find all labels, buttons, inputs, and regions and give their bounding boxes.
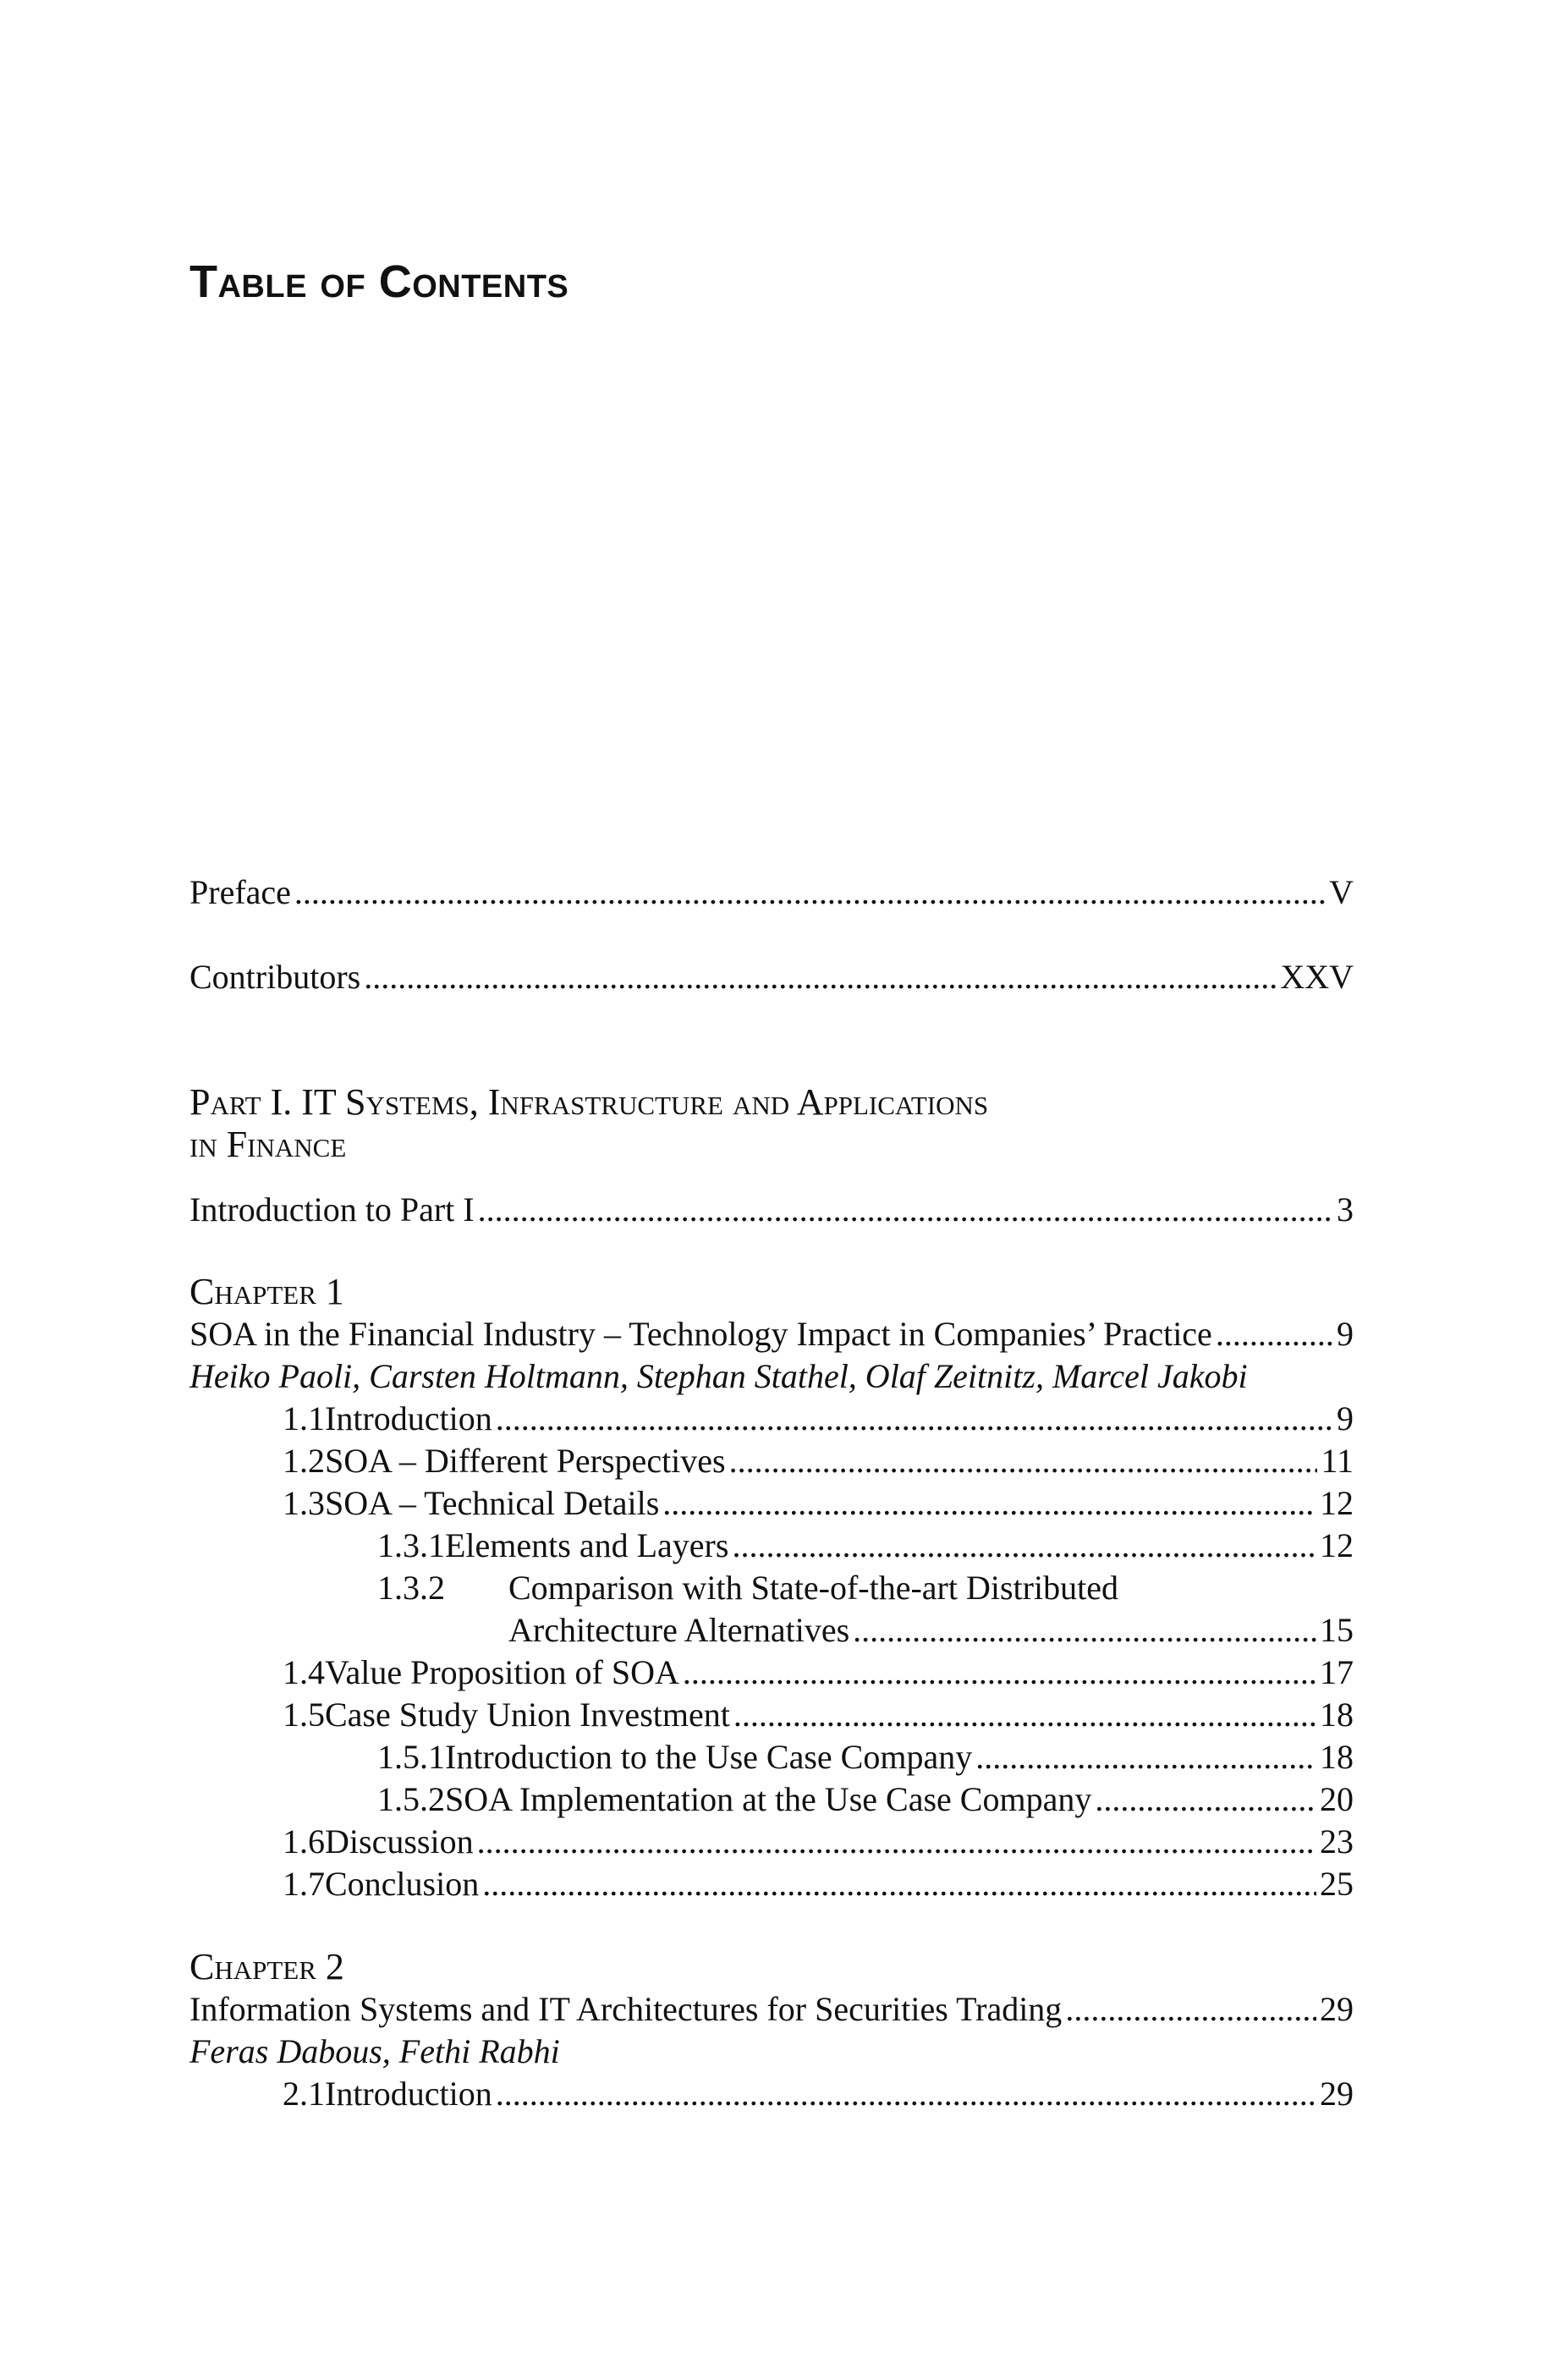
page-number: 9: [1337, 1315, 1354, 1353]
page-number: 9: [1337, 1399, 1354, 1437]
toc-entry-contributors[interactable]: [190, 956, 1354, 998]
dot-leader: [662, 1482, 1316, 1525]
dot-leader: [733, 1694, 1316, 1736]
page-number: 12: [1320, 1484, 1354, 1522]
section-number: 1.6: [283, 1822, 325, 1861]
section-label: Value Proposition of SOA: [325, 1653, 679, 1691]
toc-entry-subsection[interactable]: [190, 1567, 1354, 1609]
section-number: 2.1: [283, 2075, 325, 2113]
dot-leader: [1095, 1778, 1316, 1821]
chapter-title: SOA in the Financial Industry – Technology Impact in Companies’ Practice: [190, 1315, 1212, 1353]
entry-label: Contributors: [190, 958, 361, 996]
page-number: 17: [1320, 1653, 1354, 1691]
section-number: 1.2: [283, 1442, 325, 1480]
section-number: 1.5.1: [377, 1738, 445, 1776]
toc-entry-subsection-continued[interactable]: [508, 1609, 1354, 1652]
entry-label: Preface: [190, 873, 291, 911]
section-label: Introduction: [325, 2075, 492, 2113]
dot-leader: [1065, 1988, 1316, 2031]
toc-entry-subsection[interactable]: [190, 1778, 1354, 1821]
page-number: 20: [1320, 1780, 1354, 1818]
dot-leader: [1216, 1313, 1333, 1355]
page-number: 29: [1320, 2075, 1354, 2113]
section-number: 1.3.1: [377, 1526, 445, 1564]
dot-leader: [496, 1398, 1333, 1440]
part-heading: Part I. IT Systems, Infrastructure and Applications: [190, 1081, 989, 1123]
entry-label: Introduction to Part I: [190, 1190, 475, 1228]
dot-leader: [683, 1652, 1316, 1694]
section-label: SOA – Different Perspectives: [325, 1442, 726, 1480]
section-number: 1.1: [283, 1399, 325, 1437]
toc-entry-section[interactable]: [190, 1652, 1354, 1694]
page-number: 23: [1320, 1822, 1354, 1861]
chapter-authors: Heiko Paoli, Carsten Holtmann, Stephan Stathel, Olaf Zeitnitz, Marcel Jakobi: [190, 1357, 1248, 1395]
page-number: XXV: [1280, 958, 1354, 996]
section-number: 1.5: [283, 1696, 325, 1734]
toc-entry-subsection[interactable]: [190, 1736, 1354, 1778]
dot-leader: [477, 1821, 1316, 1863]
section-label: Discussion: [325, 1822, 474, 1861]
section-label: Introduction to the Use Case Company: [445, 1738, 973, 1776]
section-label: Elements and Layers: [445, 1526, 729, 1564]
dot-leader: [294, 871, 1326, 914]
page-number: 11: [1321, 1442, 1354, 1480]
page-number: 25: [1320, 1865, 1354, 1903]
toc-entry-section[interactable]: [190, 1398, 1354, 1440]
page-number: 29: [1320, 1990, 1354, 2028]
section-number: 1.7: [283, 1865, 325, 1903]
toc-entry-section[interactable]: [190, 1694, 1354, 1736]
chapter-heading: Chapter 1: [190, 1271, 344, 1312]
section-number: 1.3: [283, 1484, 325, 1522]
toc-entry-part-intro[interactable]: [190, 1189, 1354, 1231]
page-number: 3: [1337, 1190, 1354, 1228]
section-label: Case Study Union Investment: [325, 1696, 730, 1734]
toc-entry-section[interactable]: [190, 1482, 1354, 1525]
toc-entry-section[interactable]: [190, 1440, 1354, 1482]
dot-leader: [853, 1609, 1316, 1652]
toc-entry-section[interactable]: [190, 1821, 1354, 1863]
page-number: 18: [1320, 1696, 1354, 1734]
chapter-title: Information Systems and IT Architectures for Securities Trading: [190, 1990, 1063, 2028]
toc-entry-preface[interactable]: [190, 871, 1354, 914]
dot-leader: [975, 1736, 1316, 1778]
toc-entry-section[interactable]: [190, 1863, 1354, 1905]
section-number: 1.5.2: [377, 1780, 445, 1818]
dot-leader: [732, 1525, 1316, 1567]
part-heading-continued: in Finance: [190, 1124, 347, 1165]
toc-entry-chapter-2[interactable]: [190, 1988, 1354, 2031]
section-number: 1.4: [283, 1653, 325, 1691]
section-label-continued: Architecture Alternatives: [508, 1611, 850, 1649]
section-label: Conclusion: [325, 1865, 480, 1903]
dot-leader: [496, 2073, 1316, 2115]
dot-leader: [478, 1189, 1333, 1231]
section-label: Introduction: [325, 1399, 492, 1437]
dot-leader: [482, 1863, 1316, 1905]
dot-leader: [364, 956, 1277, 998]
section-label: SOA Implementation at the Use Case Company: [445, 1780, 1092, 1818]
page-title: Table of Contents: [190, 256, 569, 307]
page-number: 15: [1320, 1611, 1354, 1649]
chapter-heading: Chapter 2: [190, 1946, 344, 1987]
section-label: SOA – Technical Details: [325, 1484, 660, 1522]
page-number: 18: [1320, 1738, 1354, 1776]
page-number: 12: [1320, 1526, 1354, 1564]
toc-entry-chapter-1[interactable]: [190, 1313, 1354, 1355]
section-label: Comparison with State-of-the-art Distributed: [508, 1569, 1118, 1607]
toc-entry-subsection[interactable]: [190, 1525, 1354, 1567]
chapter-authors: Feras Dabous, Fethi Rabhi: [190, 2032, 560, 2070]
section-number: 1.3.2: [377, 1569, 445, 1607]
page-number: V: [1329, 873, 1354, 911]
dot-leader: [729, 1440, 1318, 1482]
toc-entry-section[interactable]: [190, 2073, 1354, 2115]
